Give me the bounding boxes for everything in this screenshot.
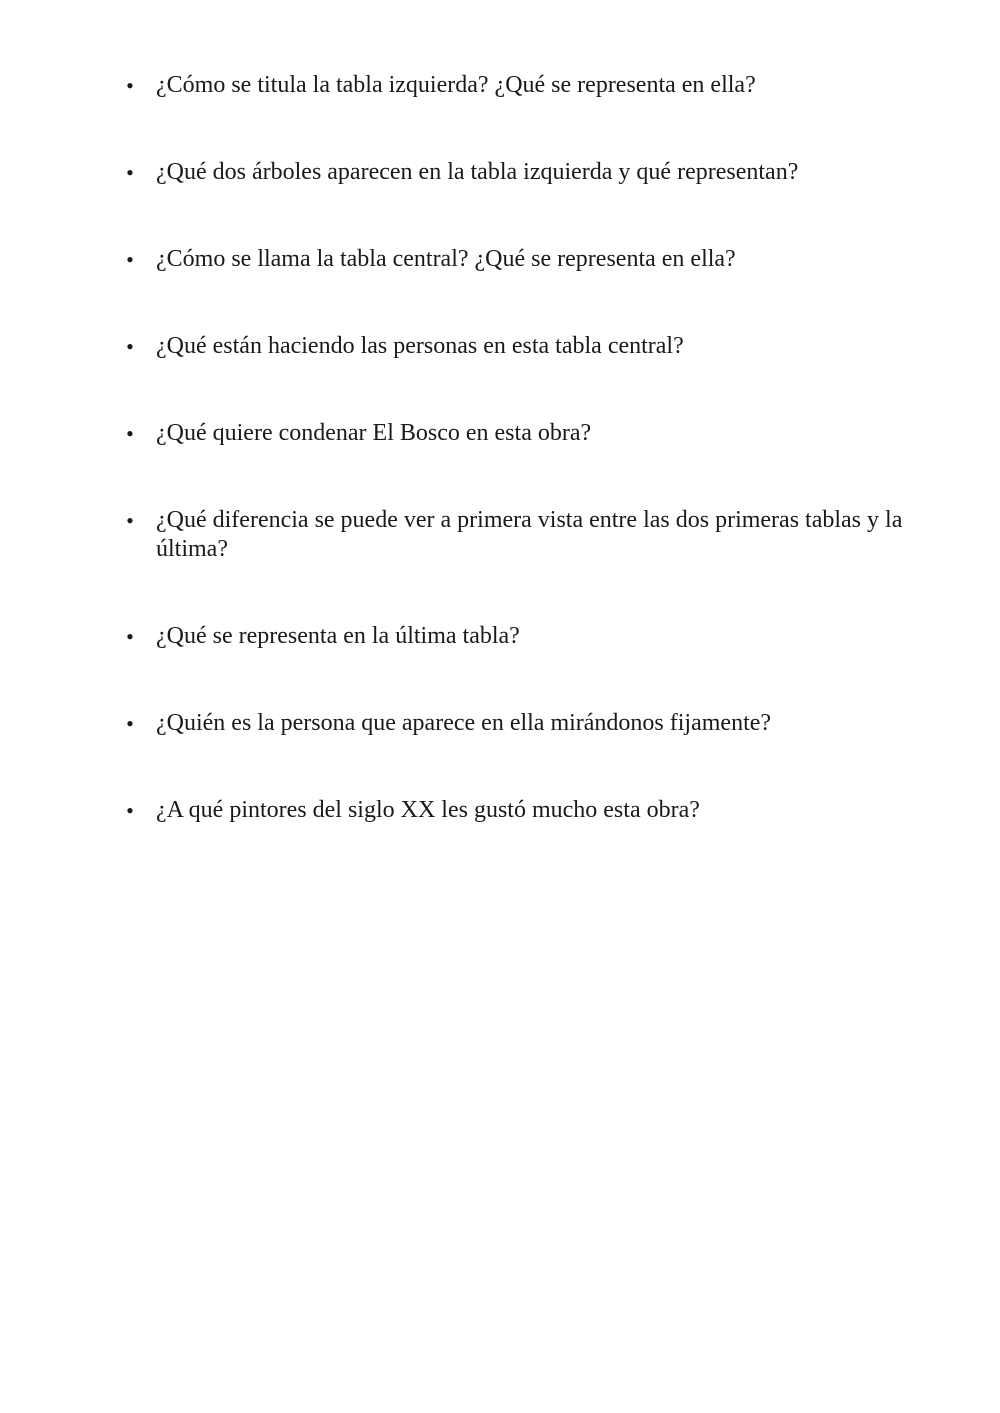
list-item: [0, 622, 1000, 651]
bullet-icon: •: [126, 508, 134, 533]
question-text: ¿Cómo se llama la tabla central? ¿Qué se representa en ella?: [156, 246, 736, 272]
bullet-icon: •: [126, 247, 134, 272]
question-text: ¿A qué pintores del siglo XX les gustó mucho esta obra?: [156, 797, 700, 823]
bullet-icon: •: [126, 798, 134, 823]
question-text: ¿Qué dos árboles aparecen en la tabla izquierda y qué representan?: [156, 159, 799, 185]
question-text: ¿Quién es la persona que aparece en ella mirándonos fijamente?: [156, 710, 772, 736]
list-item: [0, 332, 1000, 361]
question-text: ¿Cómo se titula la tabla izquierda? ¿Qué se representa en ella?: [156, 72, 756, 98]
list-item: [0, 245, 1000, 274]
list-item: [0, 709, 1000, 738]
bullet-icon: •: [126, 73, 134, 98]
question-text: ¿Qué quiere condenar El Bosco en esta obra?: [156, 420, 592, 446]
bullet-icon: •: [126, 421, 134, 446]
bullet-icon: •: [126, 624, 134, 649]
bullet-icon: •: [126, 160, 134, 185]
list-item: [0, 158, 1000, 187]
bullet-icon: •: [126, 334, 134, 359]
list-item: [0, 796, 1000, 825]
question-text: ¿Qué diferencia se puede ver a primera vista entre las dos primeras tablas y la última?: [156, 507, 903, 562]
list-item: [0, 506, 1000, 564]
list-item: [0, 71, 1000, 100]
question-list: [0, 71, 1000, 883]
bullet-icon: •: [126, 711, 134, 736]
question-text: ¿Qué se representa en la última tabla?: [156, 623, 520, 649]
question-text: ¿Qué están haciendo las personas en esta tabla central?: [156, 333, 684, 359]
list-item: [0, 419, 1000, 448]
